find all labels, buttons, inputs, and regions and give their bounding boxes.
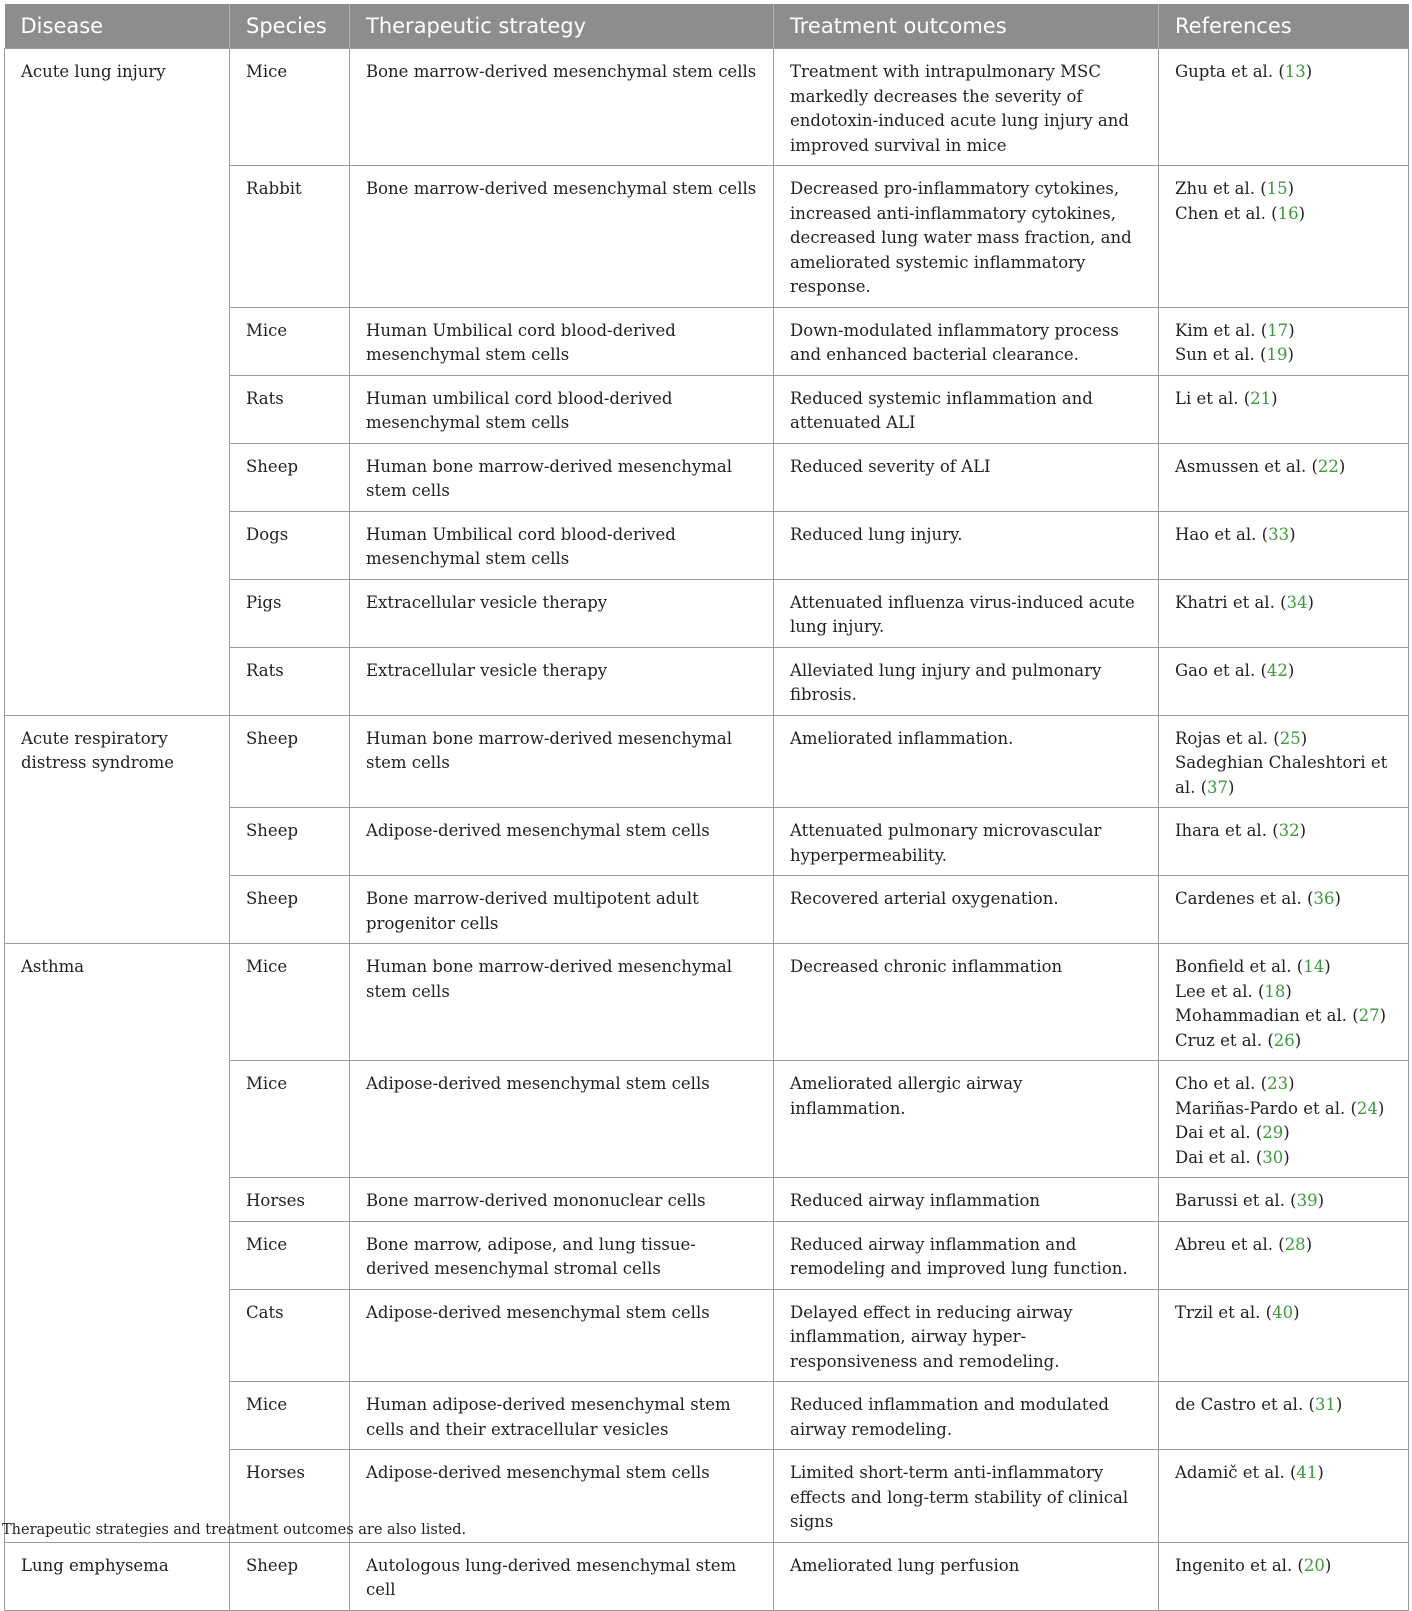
outcome-cell: Reduced severity of ALI	[774, 443, 1159, 511]
strategy-cell: Human bone marrow-derived mesenchymal stem cells	[350, 443, 774, 511]
references-cell	[1159, 944, 1409, 1061]
reference-number-link[interactable]: 24	[1356, 1098, 1378, 1118]
reference-author: Dai et al. (	[1175, 1123, 1263, 1142]
species-cell: Rats	[230, 375, 350, 443]
header-outcomes: Treatment outcomes	[774, 4, 1159, 49]
reference-author: Dai et al. (	[1175, 1147, 1263, 1167]
species-cell: Sheep	[230, 443, 350, 511]
strategy-cell: Adipose-derived mesenchymal stem cells	[350, 1289, 774, 1382]
reference-close-paren: )	[1305, 62, 1313, 81]
reference-author: Adamič et al. (	[1175, 1463, 1297, 1482]
strategy-cell: Bone marrow-derived multipotent adult progenitor cells	[350, 876, 774, 944]
reference-number-link[interactable]: 30	[1262, 1147, 1284, 1167]
reference-number-link[interactable]: 42	[1266, 660, 1288, 680]
header-row	[5, 4, 1409, 49]
reference-number-link[interactable]: 41	[1296, 1463, 1318, 1482]
reference-number-link[interactable]: 37	[1207, 777, 1229, 797]
references-cell	[1159, 511, 1409, 579]
species-cell: Rabbit	[230, 166, 350, 308]
species-cell: Sheep	[230, 1542, 350, 1610]
outcome-cell: Reduced airway inflammation and remodeling and improved lung function.	[774, 1221, 1159, 1289]
reference[interactable]	[1175, 1004, 1392, 1029]
reference-close-paren: )	[1379, 1006, 1387, 1025]
disease-cell: Lung emphysema	[5, 1542, 230, 1610]
reference-close-paren: )	[1324, 1555, 1332, 1575]
reference[interactable]	[1175, 387, 1392, 412]
reference-close-paren: )	[1283, 1123, 1290, 1142]
outcome-cell: Reduced airway inflammation	[774, 1178, 1159, 1222]
reference-close-paren: )	[1317, 1191, 1325, 1210]
reference-author: Abreu et al. (	[1175, 1234, 1285, 1254]
strategy-cell: Bone marrow, adipose, and lung tissue-derived mesenchymal stromal cells	[350, 1221, 774, 1289]
references-cell	[1159, 1178, 1409, 1222]
references-cell	[1159, 1542, 1409, 1610]
reference-author: Mohammadian et al. (	[1175, 1006, 1359, 1025]
reference[interactable]	[1175, 523, 1392, 548]
outcome-cell: Delayed effect in reducing airway inflammation, airway hyper-responsiveness and remodeling.	[774, 1289, 1159, 1382]
reference-author: Sun et al. (	[1175, 345, 1267, 364]
reference-number-link[interactable]: 19	[1266, 345, 1288, 364]
reference[interactable]	[1175, 659, 1392, 684]
reference[interactable]	[1175, 1189, 1392, 1214]
references-cell	[1159, 647, 1409, 715]
outcome-cell: Attenuated influenza virus-induced acute lung injury.	[774, 579, 1159, 647]
reference[interactable]	[1175, 343, 1392, 368]
reference-number-link[interactable]: 16	[1277, 203, 1299, 223]
strategy-cell: Bone marrow-derived mononuclear cells	[350, 1178, 774, 1222]
references-cell	[1159, 1382, 1409, 1450]
strategy-cell: Adipose-derived mesenchymal stem cells	[350, 1061, 774, 1178]
species-cell: Mice	[230, 1061, 350, 1178]
reference-author: Bonfield et al. (	[1175, 957, 1304, 976]
references-cell	[1159, 166, 1409, 308]
reference[interactable]	[1175, 1146, 1392, 1171]
strategy-cell: Human bone marrow-derived mesenchymal stem cells	[350, 715, 774, 808]
reference[interactable]	[1175, 955, 1392, 980]
reference-close-paren: )	[1283, 1147, 1290, 1167]
strategy-cell: Human bone marrow-derived mesenchymal stem cells	[350, 944, 774, 1061]
references-cell	[1159, 1221, 1409, 1289]
reference-author: Gupta et al. (	[1175, 62, 1285, 81]
reference-close-paren: )	[1338, 456, 1346, 476]
outcome-cell: Reduced lung injury.	[774, 511, 1159, 579]
references-cell	[1159, 715, 1409, 808]
reference-close-paren: )	[1377, 1098, 1385, 1118]
reference-close-paren: )	[1324, 957, 1331, 976]
reference[interactable]	[1175, 887, 1392, 912]
reference-number-link[interactable]: 40	[1272, 1302, 1294, 1322]
header-references: References	[1159, 4, 1409, 49]
reference-author: Trzil et al. (	[1175, 1302, 1273, 1322]
reference-author: Barussi et al. (	[1175, 1191, 1297, 1210]
reference-number-link[interactable]: 23	[1267, 1074, 1289, 1093]
reference-close-paren: )	[1300, 728, 1308, 748]
reference-author: Khatri et al. (	[1175, 592, 1287, 612]
species-cell: Mice	[230, 1382, 350, 1450]
references-cell	[1159, 307, 1409, 375]
reference-number-link[interactable]: 17	[1267, 320, 1289, 340]
reference-close-paren: )	[1287, 179, 1295, 198]
reference-close-paren: )	[1288, 1074, 1295, 1093]
reference[interactable]	[1175, 1097, 1392, 1122]
strategy-cell: Human Umbilical cord blood-derived mesenchymal stem cells	[350, 511, 774, 579]
outcome-cell: Treatment with intrapulmonary MSC markedly decreases the severity of endotoxin-induced acute lung injury and improved survival in mice	[774, 49, 1159, 166]
reference-author: Rojas et al. (	[1175, 728, 1280, 748]
reference-close-paren: )	[1271, 388, 1278, 408]
references-cell	[1159, 876, 1409, 944]
outcome-cell: Limited short-term anti-inflammatory effects and long-term stability of clinical signs	[774, 1450, 1159, 1543]
table-row	[5, 944, 1409, 1061]
treatment-table	[4, 4, 1409, 1611]
reference-author: Chen et al. (	[1175, 203, 1278, 223]
reference-close-paren: )	[1307, 592, 1314, 612]
species-cell: Sheep	[230, 808, 350, 876]
reference-close-paren: )	[1285, 981, 1292, 1001]
species-cell: Mice	[230, 944, 350, 1061]
reference-number-link[interactable]: 31	[1314, 1395, 1336, 1414]
references-cell	[1159, 375, 1409, 443]
reference-author: Asmussen et al. (	[1175, 456, 1318, 476]
reference-author: Cardenes et al. (	[1175, 889, 1314, 908]
strategy-cell: Autologous lung-derived mesenchymal stem cell	[350, 1542, 774, 1610]
reference-author: Li et al. (	[1175, 388, 1251, 408]
reference[interactable]	[1175, 177, 1392, 202]
species-cell: Rats	[230, 647, 350, 715]
reference-number-link[interactable]: 32	[1278, 821, 1300, 840]
species-cell: Sheep	[230, 715, 350, 808]
references-cell	[1159, 1061, 1409, 1178]
reference[interactable]	[1175, 1461, 1392, 1486]
reference-number-link[interactable]: 20	[1303, 1555, 1325, 1575]
strategy-cell: Human umbilical cord blood-derived mesenchymal stem cells	[350, 375, 774, 443]
reference-author: Ihara et al. (	[1175, 821, 1279, 840]
header-strategy: Therapeutic strategy	[350, 4, 774, 49]
outcome-cell: Alleviated lung injury and pulmonary fibrosis.	[774, 647, 1159, 715]
reference-author: Hao et al. (	[1175, 524, 1269, 544]
reference-author: Kim et al. (	[1175, 320, 1268, 340]
outcome-cell: Decreased pro-inflammatory cytokines, increased anti-inflammatory cytokines, decreased lung water mass fraction, and ameliorated systemic inflammatory response.	[774, 166, 1159, 308]
strategy-cell: Extracellular vesicle therapy	[350, 647, 774, 715]
outcome-cell: Attenuated pulmonary microvascular hyperpermeability.	[774, 808, 1159, 876]
reference-author: Sadeghian Chaleshtori et al. (	[1175, 753, 1388, 797]
reference-author: Ingenito et al. (	[1175, 1555, 1304, 1575]
reference-close-paren: )	[1287, 345, 1294, 364]
outcome-cell: Down-modulated inflammatory process and enhanced bacterial clearance.	[774, 307, 1159, 375]
species-cell: Horses	[230, 1450, 350, 1543]
references-cell	[1159, 1450, 1409, 1543]
reference-author: Zhu et al. (	[1175, 179, 1267, 198]
reference-number-link[interactable]: 22	[1317, 456, 1339, 476]
reference[interactable]	[1175, 1554, 1392, 1579]
reference-number-link[interactable]: 25	[1279, 728, 1301, 748]
reference-number-link[interactable]: 34	[1286, 592, 1308, 612]
reference-author: Cho et al. (	[1175, 1074, 1268, 1093]
reference-author: Mariñas-Pardo et al. (	[1175, 1098, 1357, 1118]
strategy-cell: Bone marrow-derived mesenchymal stem cells	[350, 49, 774, 166]
reference-number-link[interactable]: 39	[1296, 1191, 1318, 1210]
outcome-cell: Reduced inflammation and modulated airway remodeling.	[774, 1382, 1159, 1450]
reference[interactable]	[1175, 980, 1392, 1005]
reference[interactable]	[1175, 455, 1392, 480]
species-cell: Sheep	[230, 876, 350, 944]
table-row	[5, 1542, 1409, 1610]
table-row	[5, 715, 1409, 808]
species-cell: Mice	[230, 1221, 350, 1289]
reference-number-link[interactable]: 13	[1284, 62, 1306, 81]
reference-close-paren: )	[1228, 777, 1235, 797]
outcome-cell: Ameliorated allergic airway inflammation.	[774, 1061, 1159, 1178]
disease-cell: Asthma	[5, 944, 230, 1543]
reference[interactable]	[1175, 1029, 1392, 1054]
reference[interactable]	[1175, 1233, 1392, 1258]
reference-number-link[interactable]: 14	[1303, 957, 1325, 976]
reference-number-link[interactable]: 28	[1284, 1234, 1306, 1254]
strategy-cell: Bone marrow-derived mesenchymal stem cells	[350, 166, 774, 308]
reference-close-paren: )	[1293, 1302, 1300, 1322]
reference-number-link[interactable]: 21	[1250, 388, 1272, 408]
outcome-cell: Decreased chronic inflammation	[774, 944, 1159, 1061]
strategy-cell: Human Umbilical cord blood-derived mesenchymal stem cells	[350, 307, 774, 375]
strategy-cell: Adipose-derived mesenchymal stem cells	[350, 1450, 774, 1543]
reference-close-paren: )	[1317, 1463, 1324, 1482]
table-wrapper	[4, 4, 1408, 1611]
reference-close-paren: )	[1334, 889, 1341, 908]
reference[interactable]	[1175, 319, 1392, 344]
references-cell	[1159, 49, 1409, 166]
table-footnote: Therapeutic strategies and treatment outcomes are also listed.	[2, 1522, 467, 1538]
reference[interactable]	[1175, 1301, 1392, 1326]
strategy-cell: Extracellular vesicle therapy	[350, 579, 774, 647]
reference-number-link[interactable]: 29	[1262, 1123, 1284, 1142]
references-cell	[1159, 1289, 1409, 1382]
reference[interactable]	[1175, 60, 1392, 85]
reference[interactable]	[1175, 751, 1392, 800]
reference-close-paren: )	[1299, 821, 1307, 840]
disease-cell: Acute respiratory distress syndrome	[5, 715, 230, 944]
reference-number-link[interactable]: 18	[1264, 981, 1286, 1001]
species-cell: Pigs	[230, 579, 350, 647]
reference-close-paren: )	[1287, 660, 1295, 680]
reference-number-link[interactable]: 15	[1266, 179, 1288, 198]
reference-close-paren: )	[1288, 320, 1295, 340]
references-cell	[1159, 808, 1409, 876]
species-cell: Cats	[230, 1289, 350, 1382]
reference-author: Cruz et al. (	[1175, 1030, 1274, 1050]
species-cell: Dogs	[230, 511, 350, 579]
reference[interactable]	[1175, 1393, 1392, 1418]
strategy-cell: Adipose-derived mesenchymal stem cells	[350, 808, 774, 876]
outcome-cell: Recovered arterial oxygenation.	[774, 876, 1159, 944]
outcome-cell: Ameliorated lung perfusion	[774, 1542, 1159, 1610]
reference-author: Lee et al. (	[1175, 981, 1265, 1001]
references-cell	[1159, 443, 1409, 511]
reference-close-paren: )	[1335, 1395, 1343, 1414]
table-body	[5, 49, 1409, 1611]
reference[interactable]	[1175, 202, 1392, 227]
reference[interactable]	[1175, 1121, 1392, 1146]
reference[interactable]	[1175, 819, 1392, 844]
reference-close-paren: )	[1305, 1234, 1313, 1254]
reference-close-paren: )	[1294, 1030, 1302, 1050]
reference-number-link[interactable]: 27	[1358, 1006, 1380, 1025]
disease-cell: Acute lung injury	[5, 49, 230, 716]
table-row	[5, 49, 1409, 166]
reference-author: Gao et al. (	[1175, 660, 1267, 680]
header-species: Species	[230, 4, 350, 49]
reference-close-paren: )	[1298, 203, 1306, 223]
outcome-cell: Reduced systemic inflammation and attenuated ALI	[774, 375, 1159, 443]
reference[interactable]	[1175, 727, 1392, 752]
species-cell: Mice	[230, 49, 350, 166]
reference-number-link[interactable]: 26	[1273, 1030, 1295, 1050]
species-cell: Mice	[230, 307, 350, 375]
reference[interactable]	[1175, 1072, 1392, 1097]
header-disease: Disease	[5, 4, 230, 49]
reference-author: de Castro et al. (	[1175, 1395, 1315, 1414]
reference-number-link[interactable]: 36	[1313, 889, 1335, 908]
reference-close-paren: )	[1289, 524, 1296, 544]
reference[interactable]	[1175, 591, 1392, 616]
species-cell: Horses	[230, 1178, 350, 1222]
strategy-cell: Human adipose-derived mesenchymal stem cells and their extracellular vesicles	[350, 1382, 774, 1450]
outcome-cell: Ameliorated inflammation.	[774, 715, 1159, 808]
references-cell	[1159, 579, 1409, 647]
reference-number-link[interactable]: 33	[1268, 524, 1290, 544]
